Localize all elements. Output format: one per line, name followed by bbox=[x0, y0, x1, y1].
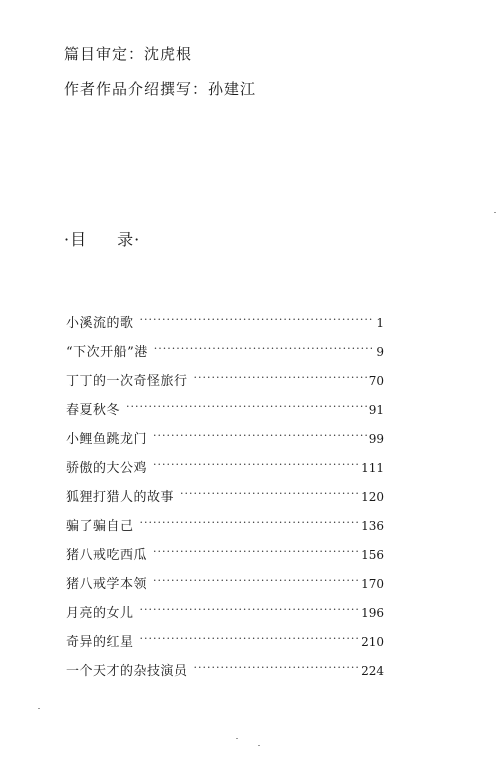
toc-entry[interactable] bbox=[66, 632, 384, 661]
intro-writer-credit: 作者作品介绍撰写：孙建江 bbox=[64, 80, 257, 98]
toc-entry[interactable] bbox=[66, 371, 384, 400]
toc-entry[interactable] bbox=[66, 313, 384, 342]
toc-dot-leader bbox=[180, 487, 359, 501]
toc-entry-page: 156 bbox=[361, 548, 384, 562]
toc-dot-leader bbox=[140, 603, 360, 617]
toc-entry-page: 136 bbox=[361, 519, 384, 533]
toc-heading bbox=[64, 229, 140, 251]
toc-entry-title: 奇异的红星 bbox=[66, 635, 134, 650]
toc-entry[interactable] bbox=[66, 400, 384, 429]
toc-dot-leader bbox=[153, 545, 359, 559]
scan-speck bbox=[236, 738, 238, 739]
toc-entry[interactable] bbox=[66, 603, 384, 632]
toc-dot-leader bbox=[126, 400, 367, 414]
toc-entry-title: 骄傲的大公鸡 bbox=[66, 461, 148, 476]
toc-entry-page: 99 bbox=[368, 432, 384, 446]
toc-dot-leader bbox=[140, 516, 360, 530]
toc-entry-title: 一个天才的杂技演员 bbox=[66, 664, 188, 679]
toc-dot-leader bbox=[154, 342, 372, 356]
toc-entry-page: 224 bbox=[361, 664, 384, 678]
toc-dot-leader bbox=[140, 313, 372, 327]
editor-credit: 篇目审定：沈虎根 bbox=[64, 45, 193, 63]
toc-entry-title: 小鲤鱼跳龙门 bbox=[66, 432, 148, 447]
toc-entry-title: 猪八戒吃西瓜 bbox=[66, 548, 148, 563]
scan-speck bbox=[258, 745, 260, 746]
toc-entry[interactable] bbox=[66, 545, 384, 574]
toc-dot-leader bbox=[194, 371, 367, 385]
toc-dot-leader bbox=[153, 574, 359, 588]
toc-dot-leader bbox=[153, 429, 367, 443]
toc-entry-title: 小溪流的歌 bbox=[66, 316, 134, 331]
toc-entry-title: 猪八戒学本领 bbox=[66, 577, 148, 592]
toc-entry-page: 91 bbox=[368, 403, 384, 417]
toc-entry-title: 月亮的女儿 bbox=[66, 606, 134, 621]
toc-entry-page: 111 bbox=[361, 461, 384, 475]
scan-speck bbox=[38, 708, 40, 709]
toc-entry-page: 120 bbox=[361, 490, 384, 504]
toc-list bbox=[66, 313, 384, 690]
toc-entry[interactable] bbox=[66, 458, 384, 487]
toc-entry-title: 丁丁的一次奇怪旅行 bbox=[66, 374, 188, 389]
toc-entry[interactable] bbox=[66, 661, 384, 690]
toc-entry-title: 春夏秋冬 bbox=[66, 403, 121, 418]
toc-entry[interactable] bbox=[66, 516, 384, 545]
toc-entry-page: 70 bbox=[368, 374, 384, 388]
toc-entry[interactable] bbox=[66, 487, 384, 516]
toc-entry-page: 1 bbox=[376, 316, 384, 330]
credits-block bbox=[64, 44, 256, 99]
scan-speck bbox=[494, 212, 496, 213]
toc-entry[interactable] bbox=[66, 429, 384, 458]
toc-entry[interactable] bbox=[66, 574, 384, 603]
toc-dot-leader bbox=[194, 661, 360, 675]
toc-entry-page: 170 bbox=[361, 577, 384, 591]
toc-dot-leader bbox=[140, 632, 360, 646]
toc-entry-title: “下次开船”港 bbox=[66, 345, 148, 360]
toc-entry-title: 狐狸打猎人的故事 bbox=[66, 490, 175, 505]
toc-heading-right: 录· bbox=[117, 230, 141, 249]
toc-entry-page: 9 bbox=[376, 345, 384, 359]
toc-dot-leader bbox=[153, 458, 359, 472]
toc-entry-page: 196 bbox=[361, 606, 384, 620]
toc-entry-page: 210 bbox=[361, 635, 384, 649]
toc-heading-left: ·目 bbox=[64, 230, 88, 249]
toc-entry[interactable] bbox=[66, 342, 384, 371]
toc-entry-title: 骗了骗自己 bbox=[66, 519, 134, 534]
